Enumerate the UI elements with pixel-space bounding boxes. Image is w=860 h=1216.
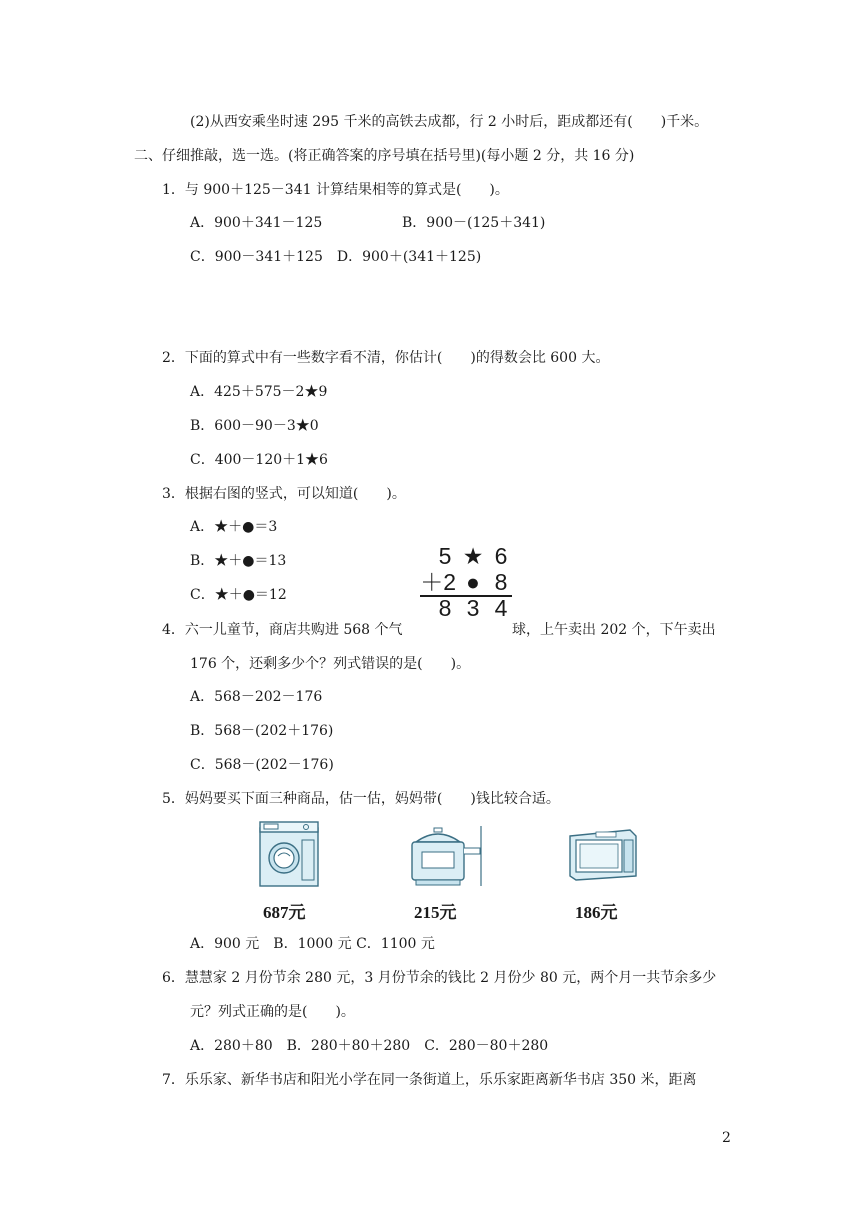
digit: 3 bbox=[466, 595, 480, 621]
washing-machine-price: 687元 bbox=[263, 903, 306, 922]
addend-row-1 bbox=[420, 543, 512, 569]
question-1-options-cd: C．900－341＋125 D．900＋(341＋125) bbox=[190, 249, 482, 265]
question-5-stem: 5．妈妈要买下面三种商品，估一估，妈妈带( )钱比较合适。 bbox=[162, 791, 560, 807]
microwave-price: 186元 bbox=[575, 903, 618, 922]
question-1-option-b: B．900－(125＋341) bbox=[402, 215, 546, 231]
question-7-stem: 7．乐乐家、新华书店和阳光小学在同一条街道上，乐乐家距离新华书店 350 米，距离 bbox=[162, 1072, 697, 1088]
question-3-option-c: C．★＋●＝12 bbox=[190, 587, 287, 603]
washing-machine-icon bbox=[258, 820, 322, 888]
question-6-stem-line-2: 元？列式正确的是( )。 bbox=[190, 1004, 355, 1020]
question-2-option-c: C．400－120＋1★6 bbox=[190, 452, 328, 468]
question-4-stem-part-1: 4．六一儿童节，商店共购进 568 个气 bbox=[162, 622, 403, 638]
question-4-option-c: C．568－(202－176) bbox=[190, 757, 334, 773]
digit: 8 bbox=[438, 595, 452, 621]
page-number: 2 bbox=[722, 1130, 731, 1146]
question-6-stem: 6．慧慧家 2 月份节余 280 元，3 月份节余的钱比 2 月份少 80 元，两个月一共节余多少 bbox=[162, 970, 717, 986]
question-2-option-b: B．600－90－3★0 bbox=[190, 418, 319, 434]
rice-cooker-price: 215元 bbox=[414, 903, 457, 922]
microwave-icon bbox=[566, 826, 638, 882]
section-two-heading: 二、仔细推敲，选一选。(将正确答案的序号填在括号里)(每小题 2 分，共 16 分) bbox=[134, 148, 635, 164]
question-1-stem: 1．与 900＋125－341 计算结果相等的算式是( )。 bbox=[162, 182, 509, 198]
question-5-options: A．900 元 B．1000 元 C．1100 元 bbox=[190, 936, 435, 952]
question-4-stem-part-2: 球，上午卖出 202 个，下午卖出 bbox=[512, 622, 716, 638]
question-4-stem-line-2: 176 个，还剩多少个？列式错误的是( )。 bbox=[190, 656, 471, 672]
digit: 6 bbox=[494, 543, 508, 569]
star-digit: ★ bbox=[462, 543, 484, 569]
digit: 8 bbox=[494, 569, 508, 595]
addend-row-2 bbox=[420, 569, 512, 595]
circle-digit: ● bbox=[466, 569, 480, 595]
question-6-options: A．280＋80 B．280＋80＋280 C．280－80＋280 bbox=[190, 1038, 549, 1054]
plus-digit: ＋2 bbox=[420, 569, 456, 595]
digit: 4 bbox=[494, 595, 508, 621]
question-3-option-a: A．★＋●＝3 bbox=[190, 519, 278, 535]
question-2-option-a: A．425＋575－2★9 bbox=[190, 384, 328, 400]
digit: 5 bbox=[438, 543, 452, 569]
question-4-option-b: B．568－(202＋176) bbox=[190, 723, 334, 739]
question-2-stem: 2．下面的算式中有一些数字看不清，你估计( )的得数会比 600 大。 bbox=[162, 350, 610, 366]
question-4-option-a: A．568－202－176 bbox=[190, 689, 323, 705]
fill-question-2: (2)从西安乘坐时速 295 千米的高铁去成都，行 2 小时后，距成都还有( )千米。 bbox=[190, 114, 709, 130]
rice-cooker-icon bbox=[408, 824, 484, 888]
vertical-addition-figure bbox=[420, 543, 520, 619]
question-3-option-b: B．★＋●＝13 bbox=[190, 553, 287, 569]
question-3-stem: 3．根据右图的竖式，可以知道( )。 bbox=[162, 486, 406, 502]
result-row bbox=[420, 595, 512, 621]
question-1-option-a: A．900＋341－125 bbox=[190, 215, 323, 231]
